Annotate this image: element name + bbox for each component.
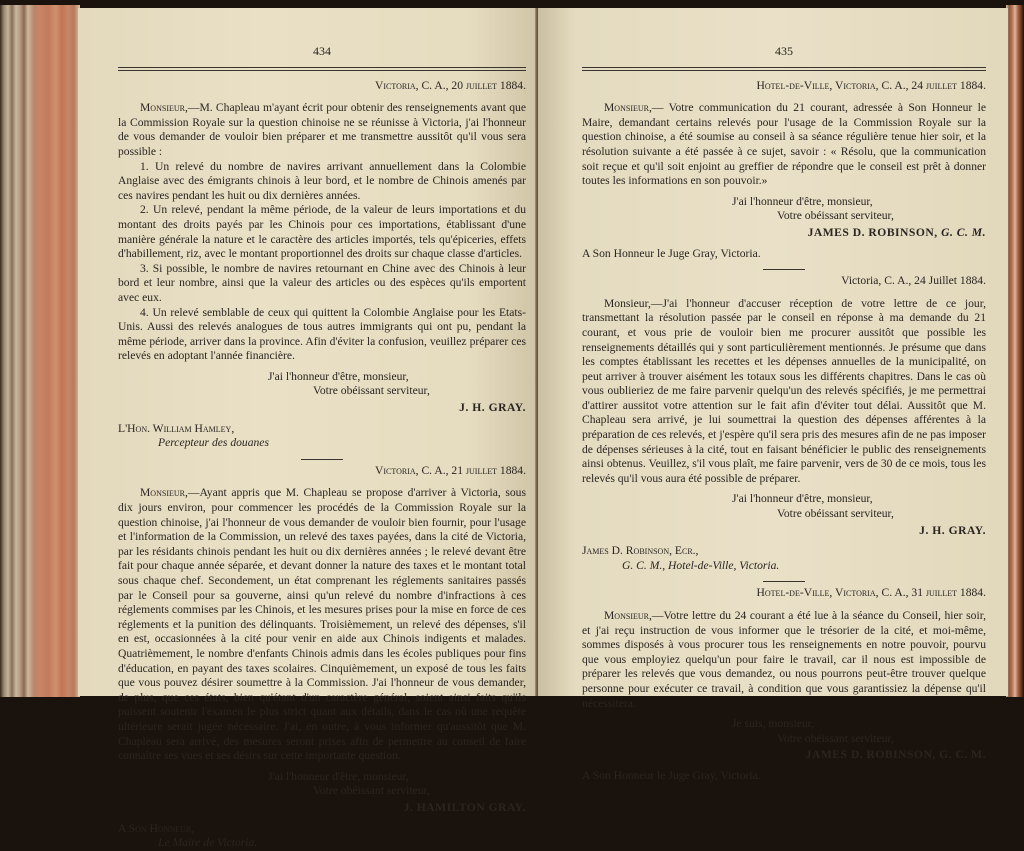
closing-line: Votre obéissant serviteur, [313,784,430,798]
right-page [538,8,1008,782]
addressee-title: G. C. M., Hotel-de-Ville, Victoria. [622,558,780,572]
salutation: Monsieur, [140,486,188,500]
salutation: Monsieur, [604,101,652,115]
book-page-edges-right [1006,5,1024,697]
signature: JAMES D. ROBINSON, G. C. M. [805,748,986,762]
addressee-title: Percepteur des douanes [158,436,269,450]
signature: J. H. GRAY. [919,523,986,537]
addressee: A Son Honneur le Juge Gray, Victoria. [582,768,761,782]
dateline: Victoria, C. A., 20 juillet 1884. [374,78,526,92]
book-page-edges-left [0,5,80,697]
closing-line: Votre obéissant serviteur, [777,209,894,223]
body-text: —J'ai l'honneur d'accuser réception de votre lettre de ce jour, transmettant la résolution passée par le conseil en réponse à ma demande du 21 courant, et vous prie de vouloir bien me procurer aussitôt que possible les renseignements détaillés qui y sont particulièrement mentionnés. Je présume que dans les comptes établissant les recettes et les dépenses annuelles de la municipalité, on peut arriver à trouver aisément les totaux sous les différents chapitres. Dans le cas où vous oublieriez de me faire parvenir quelqu'un des relevés spécifiés, je me permettrai d'attirer aussitot votre attention sur le fait afin d'éviter tout délai. Aussitôt que M. Chapleau sera arrivé, je lui soumettrai la question des dépenses afférentes à la préparation de ces relevés, et j'espère qu'il sera pris des mesures afin de ne pas imposer de dépenses sérieuses à la cité, tout en faisant bénéficier le public des renseignements ainsi obtenus. Veuillez, s'il vous plaît, me faire parvenir, vers de 30 de ce mois, tous les relevés qu'il vous aura été possible de préparer. [582,296,986,485]
dateline: Hotel-de-Ville, Victoria, C. A., 31 juillet 1884. [756,586,986,600]
closing-line: J'ai l'honneur d'être, monsieur, [732,194,873,208]
closing-line: Je suis, monsieur, [732,717,814,731]
body-text: —M. Chapleau m'ayant écrit pour obtenir des renseignements avant que la Commission Royale sur la question chinoise ne se réunisse à Victoria, j'ai l'honneur de vous demander de vouloir bien préparer et me transmettre aussitôt qu'il vous sera possible : [118,101,526,158]
addressee: James D. Robinson, Ecr., [582,544,699,558]
addressee-title: Le Maire de Victoria. [158,836,258,850]
body-text: —Votre lettre du 24 courant a été lue à la séance du Conseil, hier soir, et j'ai reçu instruction de vous informer que le trésorier de la cité, et moi-même, sommes disposés à vous procurer tous les renseignements en notre pouvoir, pourvu que vous employiez quelqu'un pour faire le travail, car il nous est impossible de préparer les relevés que vous demandez, ou nous pourrons peut-être trouver quelque personne pour exécuter ce travail, à condition que vous garantissiez la dépense qu'il nécessitera. [582,609,986,710]
closing-line: J'ai l'honneur d'être, monsieur, [268,769,409,783]
letter-body [582,101,986,189]
right-page-content [582,44,986,784]
list-item: 1. Un relevé du nombre de navires arrivant annuellement dans la Colombie Anglaise avec des émigrants chinois à leur bord, et le nombre de Chinois amenés par ces navires pendant les huit ou dix dernières années. [118,159,526,202]
list-item: 3. Si possible, le nombre de navires retournant en Chine avec des Chinois à leur bord et leur nombre, ainsi que la valeur des articles ou des espèces qu'ils emportent avec eux. [118,261,526,304]
signature-name: JAMES D. ROBINSON, [807,225,938,239]
closing-line: Votre obéissant serviteur, [777,731,894,745]
header-rule [582,67,986,71]
salutation: Monsieur, [140,101,188,115]
list-item: 4. Un relevé semblable de ceux qui quittent la Colombie Anglaise pour les Etats-Unis. Aussi des relevés analogues de tous autres immigrants qui ont pu, pendant la même période, arriver dans la province. Afin d'éviter la confusion, veuillez préparer ces relevés en adoptant l'année financière. [118,305,526,363]
signature: J. HAMILTON GRAY. [403,800,526,814]
addressee: A Son Honneur, [118,821,195,835]
letter [582,274,986,573]
salutation: Monsieur, [604,609,652,622]
addressee: L'Hon. William Hamley, [118,421,235,435]
left-page [78,8,538,850]
separator-rule [301,459,343,460]
salutation: Monsieur, [604,296,651,310]
letter [118,79,526,451]
letter-body [118,486,526,763]
body-text: —Ayant appris que M. Chapleau se propose d'arriver à Victoria, sous dix jours environ, pour commencer les procédés de la Commission Royale sur la question chinoise, j'ai l'honneur de vous demander de vouloir bien fournir, pour l'usage et l'information de la Commission, un relevé des taxes payées, dans la cité de Victoria, par les résidants chinois pendant les huit ou dix dernières années ; le relevé devant être fait pour chaque année séparée, et devant donner la nature des taxes et le montant total sous chaque chef. Secondement, un état comprenant les réglements sanitaires passés par le Conseil pour sa gouverne, ainsi qu'un relevé du nombre d'infractions à ces réglements commises par les Chinois, et les mesures prises pour la mise en force de ces réglements et la punition des délinquants. Troisièmement, un relevé des dépenses, s'il en est, occasionnées à la cité pour venir en aide aux Chinois indigents et malades. Quatrièmement, le nombre d'enfants Chinois admis dans les écoles publiques pour fins d'éducation, en payant des taxes scolaires. Cinquièmement, un exposé de tous les faits que vous pouvez désirer soumettre à la Commission. J'ai l'honneur de vous demander, de plus, que ces états, bien qu'étant d'un caractère général, soient ainsi faits qu'ils puissent soutenir l'examen le plus strict quant aux détails, dans le cas où une requête ultérieure serait jugée nécessaire. J'ai, en outre, à vous informer qu'aussitôt que M. Chapleau sera arrivé, des mesures seront prises afin de permettre au conseil de faire connaître ses vues et ses désirs sur cette importante question. [118,486,526,763]
signature [582,226,986,241]
closing-line: Votre obéissant serviteur, [313,384,430,398]
left-page-content [118,44,526,851]
closing-line: J'ai l'honneur d'être, monsieur, [268,369,409,383]
closing-line: Votre obéissant serviteur, [777,507,894,521]
letter-body [582,609,986,711]
dateline: Victoria, C. A., 24 Juillet 1884. [841,274,986,288]
page-number: 434 [313,44,331,58]
page-number: 435 [775,44,793,58]
dateline: Victoria, C. A., 21 juillet 1884. [374,463,526,477]
closing-line: J'ai l'honneur d'être, monsieur, [732,492,873,506]
signature: J. H. GRAY. [459,401,526,415]
letter [582,586,986,783]
separator-rule [763,581,805,582]
letter [582,79,986,262]
body-text: — Votre communication du 21 courant, adressée à Son Honneur le Maire, demandant certains relevés pour l'usage de la Commission Royale sur la question chinoise, a été soumise au conseil à sa séance régulière tenue hier soir, et la résolution suivante a été passée à ce sujet, savoir : « Résolu, que la communication soit reçue et qu'il soit enjoint au greffier de répondre que le conseil est prêt à donner toutes les informations en son pouvoir.» [582,101,986,188]
header-rule [118,67,526,71]
letter-body [582,297,986,487]
letter-body [118,101,526,159]
separator-rule [763,269,805,270]
dateline: Hotel-de-Ville, Victoria, C. A., 24 juillet 1884. [756,78,986,92]
addressee: A Son Honneur le Juge Gray, Victoria. [582,246,761,260]
letter [118,464,526,851]
signature-suffix: G. C. M. [941,225,986,239]
list-item: 2. Un relevé, pendant la même période, de la valeur de leurs importations et du montant des droits payés par les Chinois pour ces importations, établissant d'une manière générale la nature et le caractère des articles importés, tels qu'épiceries, effets d'habillement, riz, avec le montant proportionnel des droits sur chaque classe d'articles. [118,203,526,261]
